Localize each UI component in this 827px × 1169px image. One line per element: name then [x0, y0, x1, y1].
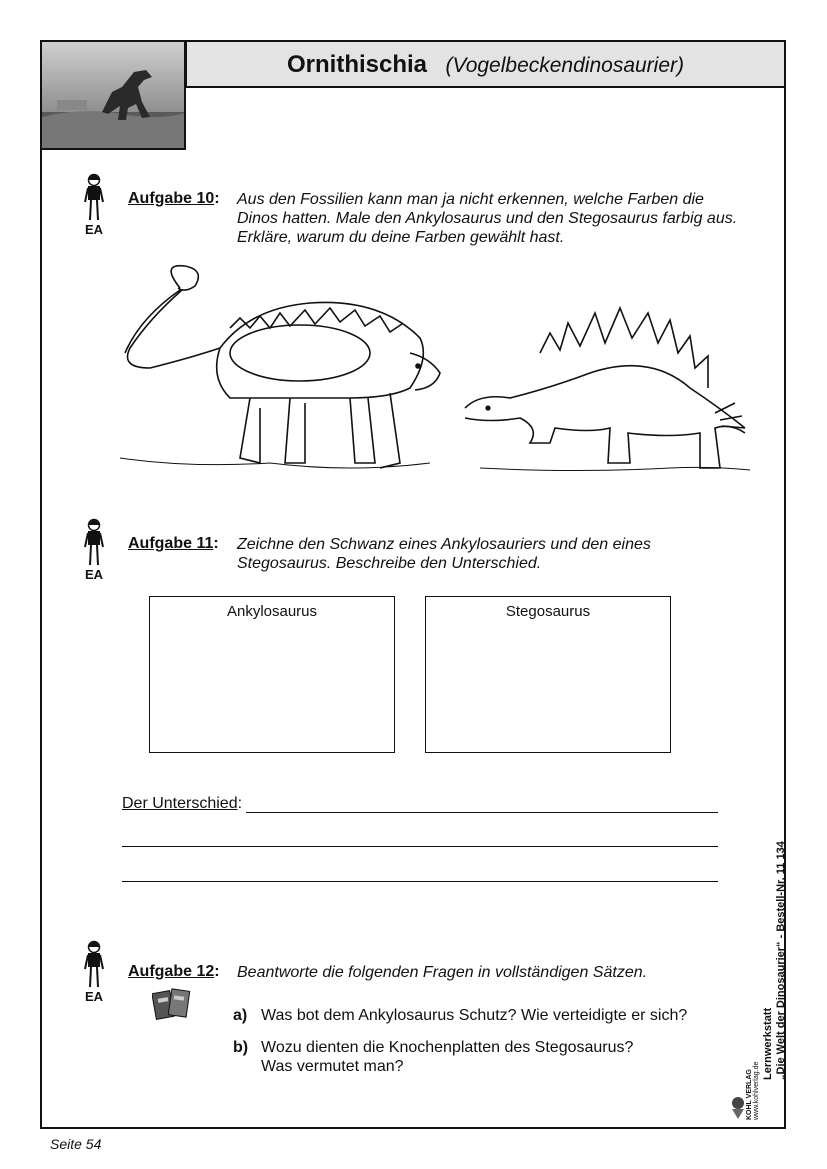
notebook-icon: [152, 986, 192, 1022]
ea-badge: EA: [84, 989, 104, 1004]
drawing-box-ankylosaurus[interactable]: [149, 596, 395, 753]
sidebar-credits: Lernwerkstatt „Die Welt der Dinosaurier“ - Bestell-Nr. 11 134: [762, 841, 787, 1080]
person-icon-task11: [74, 517, 114, 582]
page-number: Seite 54: [50, 1136, 102, 1152]
title-bar: [185, 40, 786, 88]
ea-badge: EA: [84, 222, 104, 237]
person-icon-task12: [74, 939, 114, 1004]
task12-text: Beantworte die folgenden Fragen in vollständigen Sätzen.: [237, 964, 648, 981]
publisher-info: KOHL VERLAG www.kohlverlag.de: [746, 1061, 760, 1120]
task11-text: Zeichne den Schwanz eines Ankylosauriers und den eines Stegosaurus. Beschreibe den Unterschied.: [237, 536, 651, 572]
difference-label: Der Unterschied:: [122, 795, 243, 812]
answer-line-3[interactable]: [122, 881, 718, 882]
ea-badge: EA: [84, 567, 104, 582]
question-b-line2: Was vermutet man?: [261, 1058, 404, 1075]
drawing-box-stegosaurus[interactable]: [425, 596, 671, 753]
task10-text: Aus den Fossilien kann man ja nicht erkennen, welche Farben die Dinos hatten. Male den Ankylosaurus und den Stegosaurus farbig aus. Erkläre, warum du deine Farben gewählt hast.: [237, 191, 738, 246]
publisher-logo: [728, 1095, 748, 1119]
dinosaur-illustration: [110, 258, 750, 478]
task11-label: Aufgabe 11:: [128, 535, 219, 552]
page-subtitle: (Vogelbeckendinosaurier): [445, 54, 684, 77]
box-label-stegosaurus: Stegosaurus: [505, 603, 591, 620]
question-b: b) Wozu dienten die Knochenplatten des Stegosaurus?: [233, 1039, 634, 1056]
answer-line-1[interactable]: [246, 812, 718, 813]
box-label-ankylosaurus: Ankylosaurus: [226, 603, 318, 620]
task12-label: Aufgabe 12:: [128, 963, 220, 980]
page-title: Ornithischia: [286, 51, 428, 78]
task10-label: Aufgabe 10:: [128, 190, 220, 207]
answer-line-2[interactable]: [122, 846, 718, 847]
question-a: a) Was bot dem Ankylosaurus Schutz? Wie verteidigte er sich?: [233, 1007, 688, 1024]
person-icon-task10: [74, 172, 114, 237]
header-photo: [40, 40, 186, 150]
